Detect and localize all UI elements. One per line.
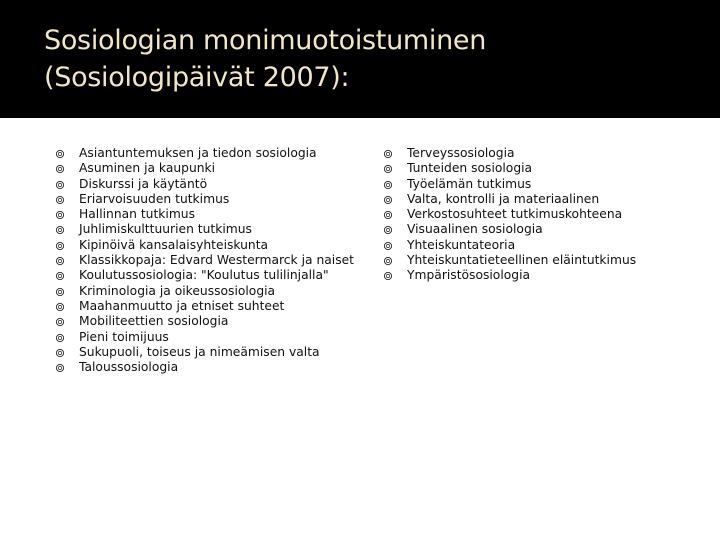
ring-bullet-icon	[383, 149, 393, 159]
topic-item	[383, 207, 683, 222]
topic-item-label: Visuaalinen sosiologia	[407, 222, 543, 237]
slide-title-line-2: (Sosiologipäivät 2007):	[44, 62, 350, 93]
title-band	[0, 0, 720, 118]
topic-item	[55, 299, 355, 314]
slide-title	[44, 22, 684, 96]
topic-item	[55, 161, 355, 176]
right-topic-list	[383, 146, 683, 284]
ring-bullet-icon	[55, 333, 65, 343]
ring-bullet-icon	[383, 164, 393, 174]
ring-bullet-icon	[383, 271, 393, 281]
ring-bullet-icon	[55, 271, 65, 281]
topic-item	[55, 314, 355, 329]
topic-item	[55, 238, 355, 253]
topic-item-label: Sukupuoli, toiseus ja nimeämisen valta	[79, 344, 320, 359]
topic-item	[383, 238, 683, 253]
ring-bullet-icon	[55, 149, 65, 159]
topic-item-label: Asiantuntemuksen ja tiedon sosiologia	[79, 146, 317, 160]
ring-bullet-icon	[55, 317, 65, 327]
topic-item	[383, 161, 683, 176]
topic-item-label: Yhteiskuntatieteellinen eläintutkimus	[407, 253, 637, 268]
topic-item-label: Ympäristösosiologia	[407, 268, 531, 283]
topic-item-label: Diskurssi ja käytäntö	[79, 176, 208, 191]
topic-item	[383, 222, 683, 237]
topic-item	[55, 177, 355, 192]
topic-item-label: Klassikkopaja: Edvard Westermarck ja naiset	[79, 253, 354, 268]
slide-title-line-1: Sosiologian monimuotoistuminen	[44, 25, 487, 56]
topic-item	[383, 268, 683, 283]
ring-bullet-icon	[55, 348, 65, 358]
topic-item-label: Mobiliteettien sosiologia	[79, 314, 229, 329]
topic-item-label: Hallinnan tutkimus	[79, 207, 196, 222]
topic-item-label: Verkostosuhteet tutkimuskohteena	[407, 207, 623, 222]
topic-item-label: Tunteiden sosiologia	[407, 161, 533, 176]
topic-item	[55, 192, 355, 207]
ring-bullet-icon	[55, 164, 65, 174]
topic-item-label: Työelämän tutkimus	[407, 176, 532, 191]
topic-item-label: Taloussosiologia	[79, 360, 179, 375]
ring-bullet-icon	[55, 302, 65, 312]
ring-bullet-icon	[55, 225, 65, 235]
topic-item-label: Kipinöivä kansalaisyhteiskunta	[79, 237, 269, 252]
ring-bullet-icon	[383, 210, 393, 220]
topic-item	[55, 360, 355, 375]
topic-item	[55, 253, 355, 268]
ring-bullet-icon	[55, 195, 65, 205]
left-topic-list	[55, 146, 355, 375]
topic-item-label: Juhlimiskulttuurien tutkimus	[79, 222, 252, 237]
topic-item	[55, 345, 355, 360]
topic-item-label: Valta, kontrolli ja materiaalinen	[407, 191, 600, 206]
topic-item-label: Asuminen ja kaupunki	[79, 161, 216, 176]
topic-item	[55, 330, 355, 345]
ring-bullet-icon	[55, 241, 65, 251]
topic-item	[383, 177, 683, 192]
ring-bullet-icon	[383, 180, 393, 190]
ring-bullet-icon	[383, 241, 393, 251]
topic-item	[55, 268, 355, 283]
ring-bullet-icon	[383, 195, 393, 205]
ring-bullet-icon	[383, 256, 393, 266]
topic-item	[383, 253, 683, 268]
topic-item-label: Maahanmuutto ja etniset suhteet	[79, 298, 285, 313]
topic-item-label: Terveyssosiologia	[407, 146, 515, 160]
ring-bullet-icon	[55, 256, 65, 266]
ring-bullet-icon	[55, 180, 65, 190]
topic-item	[55, 207, 355, 222]
ring-bullet-icon	[55, 287, 65, 297]
topic-item	[383, 146, 683, 161]
ring-bullet-icon	[55, 210, 65, 220]
topic-item-label: Eriarvoisuuden tutkimus	[79, 191, 230, 206]
ring-bullet-icon	[55, 363, 65, 373]
ring-bullet-icon	[383, 225, 393, 235]
topic-item	[55, 146, 355, 161]
topic-item-label: Yhteiskuntateoria	[407, 237, 516, 252]
topic-item-label: Kriminologia ja oikeussosiologia	[79, 283, 276, 298]
topic-item-label: Pieni toimijuus	[79, 329, 169, 344]
topic-item	[55, 222, 355, 237]
topic-item	[383, 192, 683, 207]
topic-item-label: Koulutussosiologia: "Koulutus tulilinjalla"	[79, 268, 329, 283]
topic-item	[55, 284, 355, 299]
